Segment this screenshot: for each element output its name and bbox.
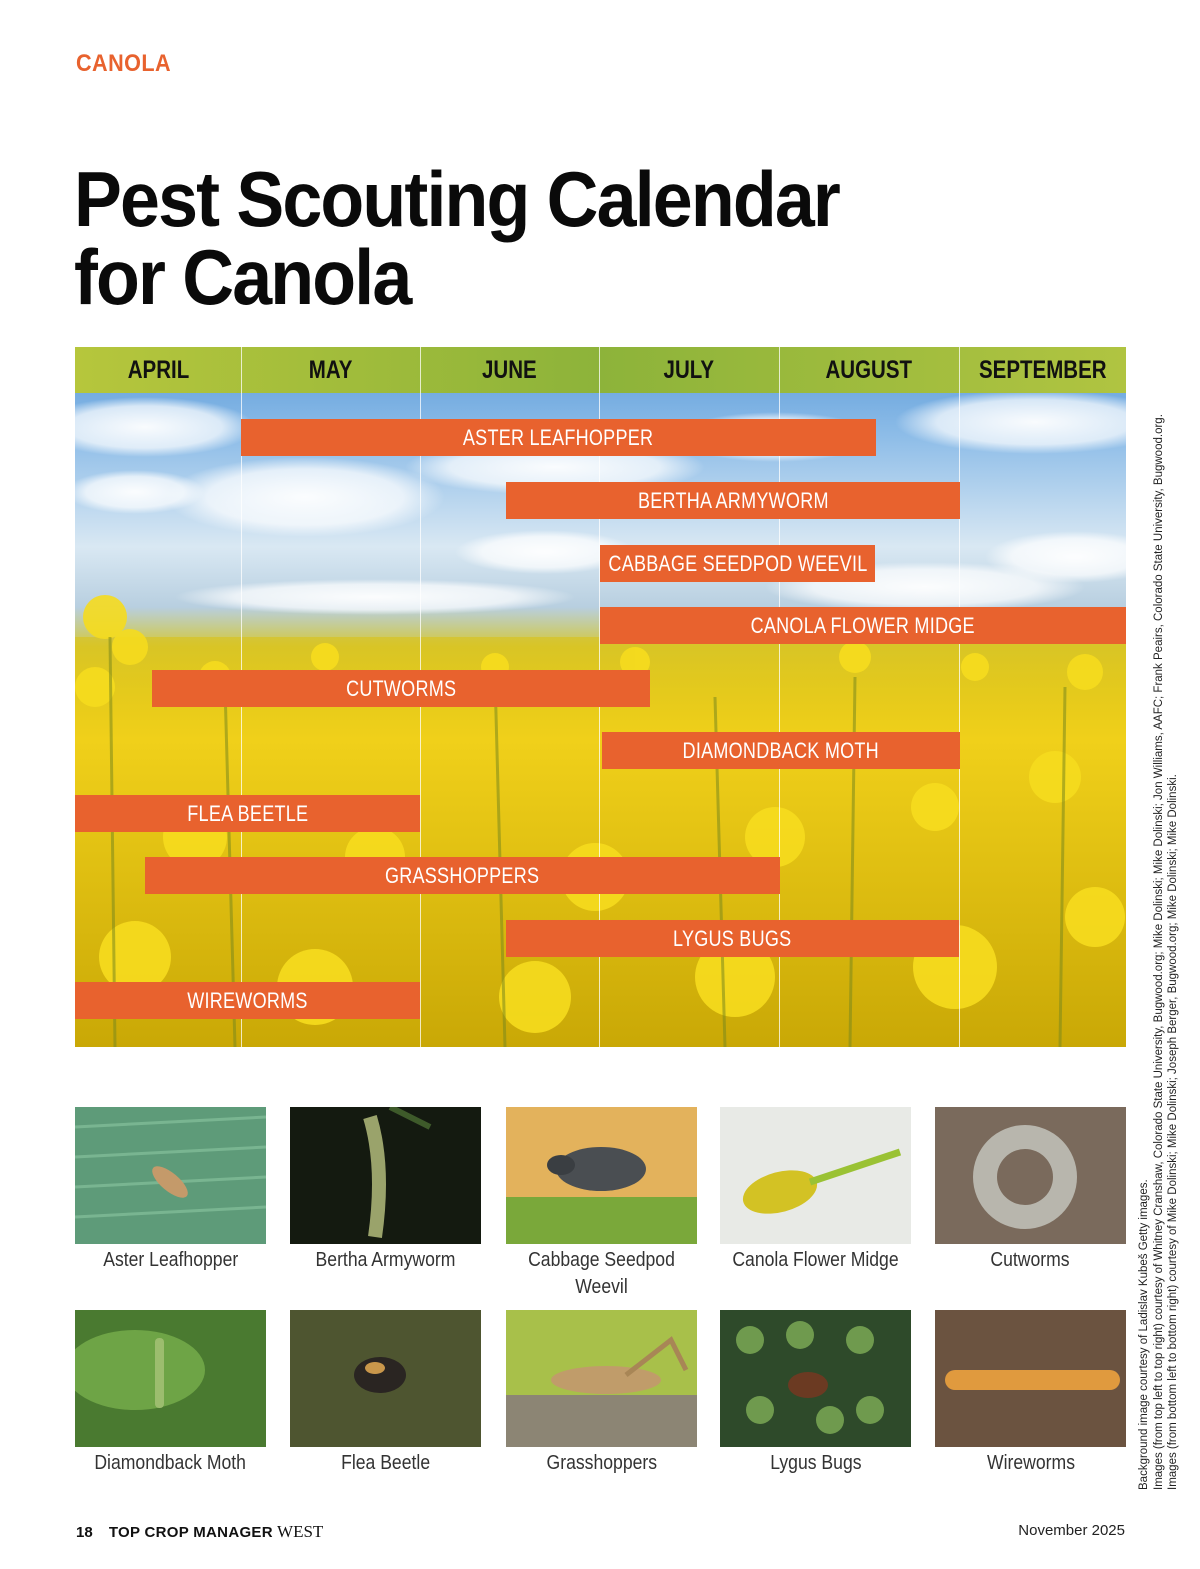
pest-bar-label: GRASSHOPPERS: [385, 862, 540, 888]
pest-bar-label: BERTHA ARMYWORM: [637, 487, 829, 513]
scouting-calendar: [75, 347, 1126, 1047]
pest-bar-bertha-armyworm: [506, 482, 960, 519]
month-april: [75, 347, 241, 393]
month-label: MAY: [308, 355, 353, 384]
issue-date: November 2025: [1018, 1522, 1125, 1539]
pest-bar-diamondback-moth: [602, 732, 960, 769]
photo-caption-text: Flea Beetle: [340, 1452, 431, 1474]
photo-caption: [506, 1247, 697, 1301]
month-divider: [959, 347, 960, 1047]
pest-bar-canola-flower-midge: [600, 607, 1126, 644]
photo-caption: [506, 1450, 697, 1477]
credit-line-1: Background image courtesy of Ladislav Kubeš Getty images.: [1138, 1179, 1150, 1490]
photo-caption-text: Aster Leafhopper: [102, 1249, 239, 1271]
month-june: [420, 347, 599, 393]
moth-larva-photo: [75, 1310, 266, 1447]
page-number: 18: [76, 1524, 93, 1541]
photo-caption: [935, 1450, 1126, 1477]
photo-caption: [75, 1247, 266, 1274]
pest-bar-label: ASTER LEAFHOPPER: [463, 424, 654, 450]
pest-bar-label: FLEA BEETLE: [186, 800, 309, 826]
pest-bar-aster-leafhopper: [241, 419, 876, 456]
month-may: [241, 347, 420, 393]
month-july: [599, 347, 779, 393]
midge-photo: [720, 1107, 911, 1244]
pest-bar-label: WIREWORMS: [187, 987, 308, 1013]
cutworm-photo: [935, 1107, 1126, 1244]
pest-bar-cabbage-seedpod-weevil: [600, 545, 875, 582]
photo-caption-text: Cabbage Seedpod Weevil: [528, 1249, 675, 1298]
photo-caption-text: Cutworms: [990, 1249, 1071, 1271]
photo-caption-text: Canola Flower Midge: [732, 1249, 899, 1271]
month-august: [779, 347, 959, 393]
title-line-1: Pest Scouting Calendar: [74, 155, 840, 243]
pest-bar-label: DIAMONDBACK MOTH: [682, 737, 880, 763]
photo-caption: [720, 1450, 911, 1477]
pest-bar-label: LYGUS BUGS: [673, 925, 792, 951]
page-title: [74, 155, 902, 321]
photo-caption: [935, 1247, 1126, 1274]
photo-caption: [75, 1450, 266, 1477]
publication-edition: WEST: [277, 1522, 324, 1541]
pest-bar-label: CANOLA FLOWER MIDGE: [750, 612, 976, 638]
photo-caption: [720, 1247, 911, 1274]
credit-line-3: Images (from bottom left to bottom right) courtesy of Mike Dolinski; Mike Dolinski; Joseph Berger, Bugwood.org; Mike Dolinski; Mike Dolinski.: [1167, 774, 1179, 1490]
photo-caption-text: Wireworms: [986, 1452, 1075, 1474]
pest-bar-cutworms: [152, 670, 650, 707]
month-september: [959, 347, 1126, 393]
flea-beetle-photo: [290, 1310, 481, 1447]
wireworm-photo: [935, 1310, 1126, 1447]
pest-bar-wireworms: [75, 982, 420, 1019]
lygus-bug-photo: [720, 1310, 911, 1447]
photo-caption-text: Lygus Bugs: [769, 1452, 862, 1474]
credit-line-2: Images (from top left to top right) courtesy of Whitney Cranshaw, Colorado State University, Bugwood.org; Mike Dolinski; Mike Dolinski; Jon Williams, AAFC; Frank Peairs, Colorado State University, Bugwood.org.: [1152, 414, 1165, 1490]
title-line-2: for Canola: [74, 233, 411, 321]
month-label: SEPTEMBER: [978, 355, 1107, 384]
leafhopper-photo: [75, 1107, 266, 1244]
weevil-photo: [506, 1107, 697, 1244]
photo-caption-text: Diamondback Moth: [94, 1452, 247, 1474]
photo-caption: [290, 1450, 481, 1477]
month-label: JUNE: [482, 355, 537, 384]
pest-bar-grasshoppers: [145, 857, 780, 894]
photo-caption-text: Bertha Armyworm: [315, 1249, 456, 1271]
pest-bar-label: CABBAGE SEEDPOD WEEVIL: [607, 550, 868, 576]
grasshopper-photo: [506, 1310, 697, 1447]
photo-credits: [1137, 380, 1187, 1490]
month-label: APRIL: [127, 355, 189, 384]
month-label: AUGUST: [825, 355, 913, 384]
section-label: CANOLA: [76, 50, 172, 77]
pest-bar-lygus-bugs: [506, 920, 959, 957]
photo-caption-text: Grasshoppers: [546, 1452, 657, 1474]
pest-bar-flea-beetle: [75, 795, 420, 832]
publication-name: TOP CROP MANAGER: [108, 1524, 273, 1541]
photo-caption: [290, 1247, 481, 1274]
footer-folio: [76, 1522, 323, 1542]
armyworm-photo: [290, 1107, 481, 1244]
pest-bar-label: CUTWORMS: [345, 675, 457, 701]
month-label: JULY: [663, 355, 715, 384]
